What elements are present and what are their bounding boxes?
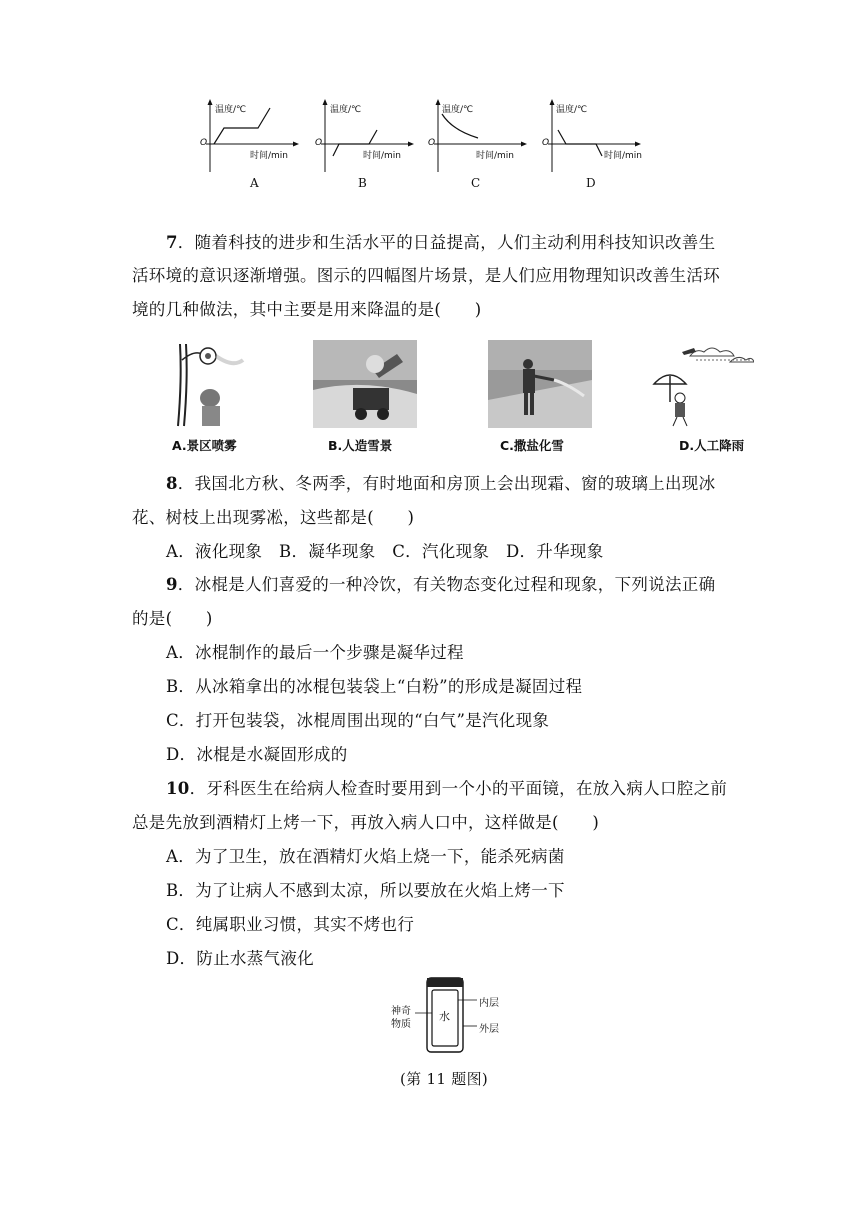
- graph-b-origin: O: [315, 138, 323, 148]
- q7-line-1: 7．随着科技的进步和生活水平的日益提高，人们主动利用科技知识改善生: [166, 233, 716, 252]
- q9-line-1: 9．冰棍是人们喜爱的一种冷饮，有关物态变化过程和现象，下列说法正确: [166, 575, 716, 594]
- q9-option-d: D．冰棍是水凝固形成的: [166, 745, 348, 764]
- graph-c-letter: C: [471, 176, 481, 190]
- q8-text-1: 我国北方秋、冬两季，有时地面和房顶上会出现霜、窗的玻璃上出现冰: [194, 474, 716, 493]
- graph-c-ylabel: 温度/℃: [442, 105, 474, 115]
- q9-number: 9: [166, 575, 178, 594]
- graph-a-origin: O: [200, 138, 208, 148]
- graph-c-origin: O: [428, 138, 436, 148]
- q10-number: 10: [166, 779, 190, 798]
- q7-image-b: [313, 340, 417, 428]
- q7-image-c: [488, 340, 592, 428]
- q7-image-d: [650, 340, 754, 428]
- graph-c-xlabel: 时间/min: [476, 151, 515, 161]
- figure-11-label-magic-2: 物质: [391, 1019, 411, 1030]
- q7-line-2: 活环境的意识逐渐增强。图示的四幅图片场景，是人们应用物理知识改善生活环: [132, 266, 720, 285]
- q8-line-2: 花、树枝上出现雾凇，这些都是( ): [132, 508, 415, 527]
- q9-option-b: B．从冰箱拿出的冰棍包装袋上“白粉”的形成是凝固过程: [166, 677, 583, 696]
- q8-line-1: 8．我国北方秋、冬两季，有时地面和房顶上会出现霜、窗的玻璃上出现冰: [166, 474, 716, 493]
- q10-option-a: A．为了卫生，放在酒精灯火焰上烧一下，能杀死病菌: [166, 847, 565, 866]
- graph-d-letter: D: [586, 176, 596, 190]
- q7-caption-c: C.撒盐化雪: [500, 438, 564, 453]
- q7-caption-b: B.人造雪景: [328, 438, 393, 453]
- graph-b-xlabel: 时间/min: [363, 151, 402, 161]
- q7-line-3: 境的几种做法，其中主要是用来降温的是( ): [132, 300, 482, 319]
- q8-number: 8: [166, 474, 178, 493]
- q9-line-2: 的是( ): [132, 609, 213, 628]
- q10-line-1: 10．牙科医生在给病人检查时要用到一个小的平面镜，在放入病人口腔之前: [166, 779, 728, 798]
- q7-caption-d: D.人工降雨: [679, 438, 745, 453]
- figure-11-caption: (第 11 题图): [400, 1070, 489, 1088]
- graph-b-ylabel: 温度/℃: [330, 105, 362, 115]
- q7-number: 7: [166, 233, 178, 252]
- figure-11-label-outer: 外层: [479, 1024, 499, 1035]
- graph-d-xlabel: 时间/min: [604, 151, 643, 161]
- q7-text-1: 随着科技的进步和生活水平的日益提高，人们主动利用科技知识改善生: [194, 233, 716, 252]
- q7-image-a: [158, 340, 250, 428]
- q10-option-b: B．为了让病人不感到太凉，所以要放在火焰上烤一下: [166, 881, 565, 900]
- figure-11: [385, 976, 525, 1056]
- q10-option-c: C．纯属职业习惯，其实不烤也行: [166, 915, 415, 934]
- figure-11-label-magic-1: 神奇: [391, 1006, 411, 1017]
- graph-d-origin: O: [542, 138, 550, 148]
- q9-option-c: C．打开包装袋，冰棍周围出现的“白气”是汽化现象: [166, 711, 550, 730]
- q10-line-2: 总是先放到酒精灯上烤一下，再放入病人口中，这样做是( ): [132, 813, 600, 832]
- q10-text-1: 牙科医生在给病人检查时要用到一个小的平面镜，在放入病人口腔之前: [206, 779, 728, 798]
- graph-a-ylabel: 温度/℃: [215, 105, 247, 115]
- q10-option-d: D．防止水蒸气液化: [166, 949, 314, 968]
- q9-text-1: 冰棍是人们喜爱的一种冷饮，有关物态变化过程和现象，下列说法正确: [194, 575, 716, 594]
- q9-option-a: A．冰棍制作的最后一个步骤是凝华过程: [166, 643, 464, 662]
- figure-11-label-water: 水: [439, 1010, 450, 1023]
- graph-a-xlabel: 时间/min: [250, 151, 289, 161]
- graph-b-letter: B: [358, 176, 367, 190]
- figure-11-label-inner: 内层: [479, 998, 499, 1009]
- q8-options: A．液化现象 B．凝华现象 C．汽化现象 D．升华现象: [166, 542, 604, 561]
- graph-row: [180, 96, 680, 196]
- graph-d-ylabel: 温度/℃: [556, 105, 588, 115]
- q7-caption-a: A.景区喷雾: [172, 438, 237, 453]
- graph-a-letter: A: [250, 176, 259, 190]
